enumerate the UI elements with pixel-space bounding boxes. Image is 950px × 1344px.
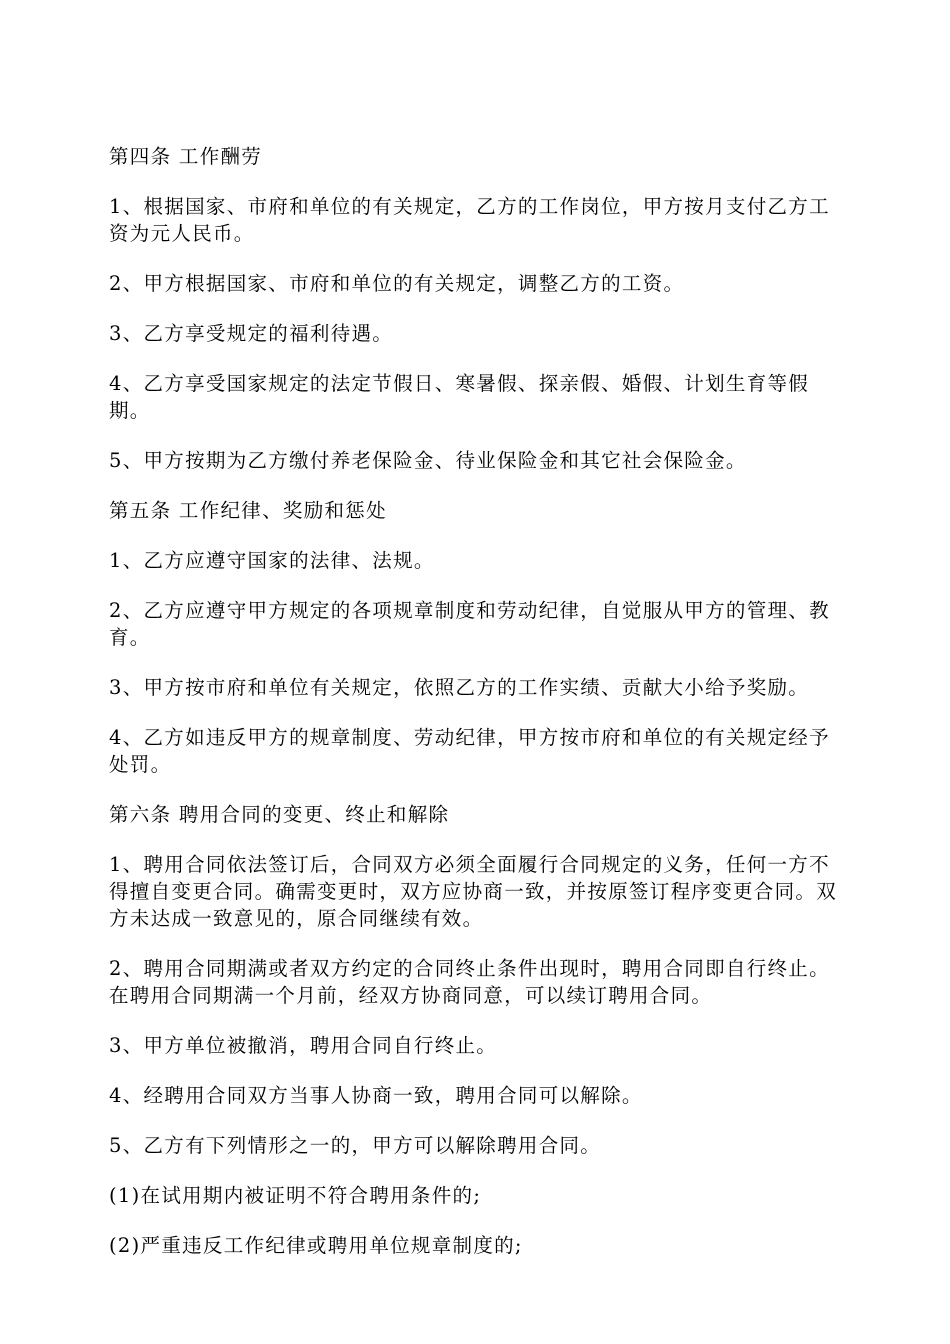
article-5-clause-1: 1、乙方应遵守国家的法律、法规。	[109, 549, 435, 572]
article-6-clause-5: 5、乙方有下列情形之一的，甲方可以解除聘用合同。	[109, 1134, 602, 1157]
article-6-clause-4: 4、经聘用合同双方当事人协商一致，聘用合同可以解除。	[109, 1084, 643, 1107]
article-5-clause-3: 3、甲方按市府和单位有关规定，依照乙方的工作实绩、贡献大小给予奖励。	[109, 676, 810, 699]
article-4-clause-4: 4、乙方享受国家规定的法定节假日、寒暑假、探亲假、婚假、计划生育等假期。	[109, 372, 810, 422]
article-4-clause-5: 5、甲方按期为乙方缴付养老保险金、待业保险金和其它社会保险金。	[109, 449, 747, 472]
article-5-clause-4: 4、乙方如违反甲方的规章制度、劳动纪律，甲方按市府和单位的有关规定经予处罚。	[109, 726, 830, 776]
article-6-clause-3: 3、甲方单位被撤消，聘用合同自行终止。	[109, 1034, 498, 1057]
article-6-clause-5-item-1: (1)在试用期内被证明不符合聘用条件的;	[109, 1184, 482, 1207]
article-6-clause-1: 1、聘用合同依法签订后，合同双方必须全面履行合同规定的义务，任何一方不得擅自变更合同。确需变更时，双方应协商一致，并按原签订程序变更合同。双方未达成一致意见的，原合同继续有效。	[109, 853, 838, 930]
article-6-clause-2: 2、聘用合同期满或者双方约定的合同终止条件出现时，聘用合同即自行终止。在聘用合同期满一个月前，经双方协商同意，可以续订聘用合同。	[109, 957, 830, 1007]
article-4-clause-1: 1、根据国家、市府和单位的有关规定，乙方的工作岗位，甲方按月支付乙方工资为元人民币。	[109, 195, 830, 245]
article-5-clause-2: 2、乙方应遵守甲方规定的各项规章制度和劳动纪律，自觉服从甲方的管理、教育。	[109, 599, 830, 649]
article-6-heading: 第六条 聘用合同的变更、终止和解除	[109, 803, 450, 826]
article-5-heading: 第五条 工作纪律、奖励和惩处	[109, 499, 387, 522]
article-4-heading: 第四条 工作酬劳	[109, 145, 263, 168]
article-6-clause-5-item-2: (2)严重违反工作纪律或聘用单位规章制度的;	[109, 1234, 523, 1257]
article-4-clause-3: 3、乙方享受规定的福利待遇。	[109, 322, 394, 345]
article-4-clause-2: 2、甲方根据国家、市府和单位的有关规定，调整乙方的工资。	[109, 272, 685, 295]
document-body	[109, 143, 849, 1282]
